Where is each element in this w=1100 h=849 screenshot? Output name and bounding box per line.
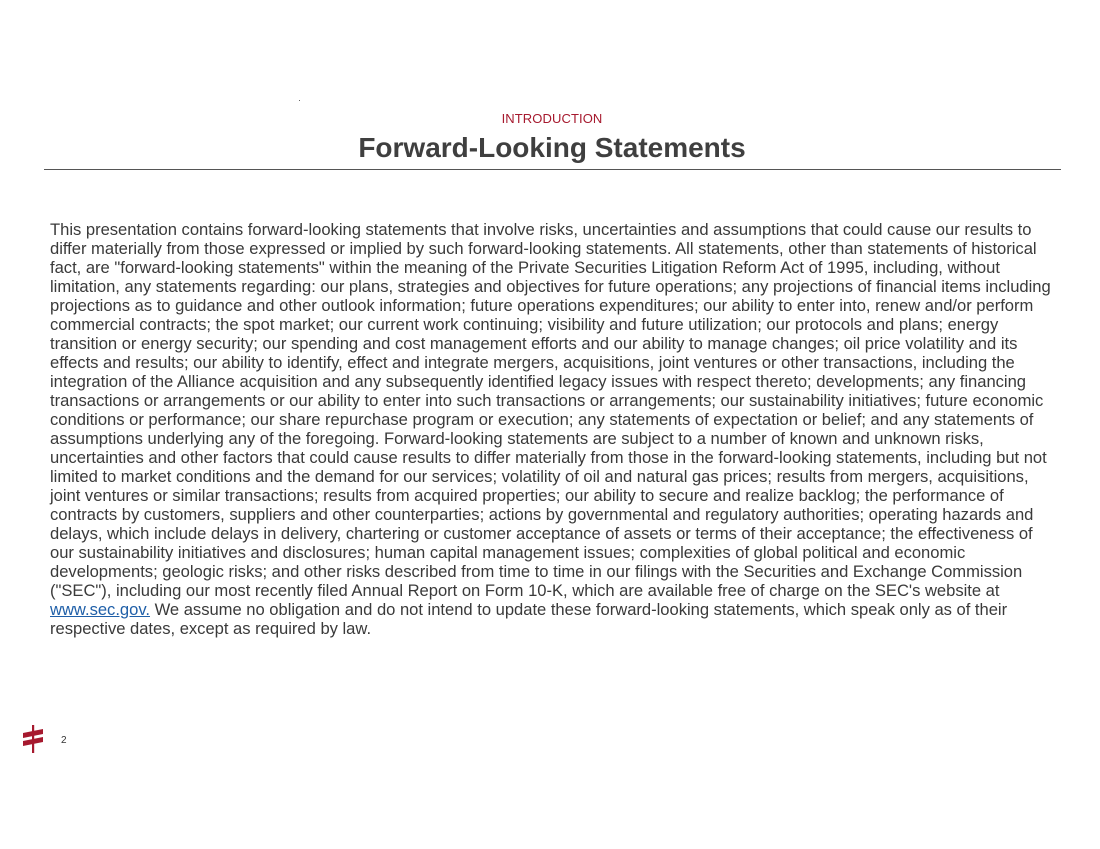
disclaimer-paragraph [50,220,1060,638]
stray-dot [299,100,300,101]
disclaimer-text-part-1: This presentation contains forward-looking statements that involve risks, uncertainties and assumptions that could cause our results to differ materially from those expressed or implied by such forward-looking statements. All statements, other than statements of historical fact, are "forward-looking statements" within the meaning of the Private Securities Litigation Reform Act of 1995, including, without limitation, any statements regarding: our plans, strategies and objectives for future operations; any projections of financial items including projections as to guidance and other outlook information; future operations expenditures; our ability to enter into, renew and/or perform commercial contracts; the spot market; our current work continuing; visibility and future utilization; our protocols and plans; energy transition or energy security; our spending and cost management efforts and our ability to manage changes; oil price volatility and its effects and results; our ability to identify, effect and integrate mergers, acquisitions, joint ventures or other transactions, including the integration of the Alliance acquisition and any subsequently identified legacy issues with respect thereto; developments; any financing transactions or arrangements or our ability to enter into such transactions or arrangements; our sustainability initiatives; future economic conditions or performance; our share repurchase program or execution; any statements of expectation or belief; and any statements of assumptions underlying any of the foregoing. Forward-looking statements are subject to a number of known and unknown risks, uncertainties and other factors that could cause results to differ materially from those in the forward-looking statements, including but not limited to market conditions and the demand for our services; volatility of oil and natural gas prices; results from mergers, acquisitions, joint ventures or similar transactions; results from acquired properties; our ability to secure and realize backlog; the performance of contracts by customers, suppliers and other counterparties; actions by governmental and regulatory authorities; operating hazards and delays, which include delays in delivery, chartering or customer acceptance of assets or terms of their acceptance; the effectiveness of our sustainability initiatives and disclosures; human capital management issues; complexities of global political and economic developments; geologic risks; and other risks described from time to time in our filings with the Securities and Exchange Commission ("SEC"), including our most recently filed Annual Report on Form 10-K, which are available free of charge on the SEC's website at [50,220,1051,600]
sec-website-link[interactable]: www.sec.gov. [50,600,150,619]
disclaimer-text-part-2: We assume no obligation and do not intend to update these forward-looking statements, which speak only as of their respective dates, except as required by law. [50,600,1008,638]
title-divider [44,169,1061,170]
page-title: Forward-Looking Statements [358,132,746,163]
section-label: INTRODUCTION [501,111,603,126]
company-logo-icon [20,725,46,753]
page-number: 2 [61,735,67,746]
